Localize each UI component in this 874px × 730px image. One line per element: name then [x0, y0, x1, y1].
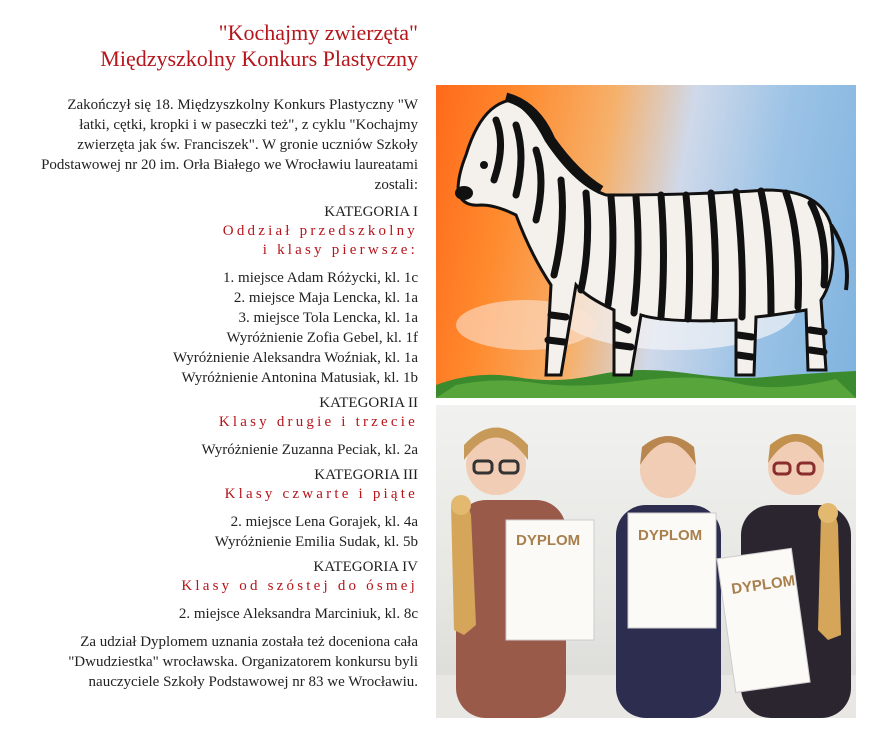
category-subtitle: Klasy od szóstej do ósmej	[181, 578, 418, 594]
title-line-1: "Kochajmy zwierzęta"	[218, 20, 418, 45]
category-heading: KATEGORIA IV	[313, 559, 418, 575]
winner-entry: Wyróżnienie Zofia Gebel, kl. 1f	[226, 330, 418, 346]
outro-paragraph: Za udział Dyplomem uznania została też doceniona cała "Dwudziestka" wrocławska. Organizatorem konkursu byli nauczyciele Szkoły Podstawowej nr 83 we Wrocławiu.	[68, 634, 418, 690]
winner-entry: 3. miejsce Tola Lencka, kl. 1a	[238, 310, 418, 326]
diploma-label: DYPLOM	[638, 527, 703, 544]
winner-entry: Wyróżnienie Emilia Sudak, kl. 5b	[214, 534, 418, 550]
winner-entry: Wyróżnienie Aleksandra Woźniak, kl. 1a	[172, 350, 418, 366]
category-1	[40, 203, 418, 388]
zebra-painting-image	[436, 85, 856, 398]
winner-entry: 2. miejsce Maja Lencka, kl. 1a	[233, 290, 418, 306]
category-4	[40, 558, 418, 624]
winner-entry: Wyróżnienie Zuzanna Peciak, kl. 2a	[201, 442, 418, 458]
intro-paragraph: Zakończył się 18. Międzyszkolny Konkurs Plastyczny "W łatki, cętki, kropki i w paseczki też", z cyklu "Kochajmy zwierzęta jak św. Franciszek". W gronie uczniów Szkoły Podstawowej nr 20 im. Orła Białego we Wrocławiu laureatami zostali:	[41, 97, 418, 193]
winner-entry: 2. miejsce Aleksandra Marciniuk, kl. 8c	[178, 606, 418, 622]
category-heading: KATEGORIA I	[324, 204, 418, 220]
winner-entry: 1. miejsce Adam Różycki, kl. 1c	[223, 270, 418, 286]
category-subtitle: Oddział przedszkolny	[222, 223, 418, 239]
page-title	[100, 20, 418, 72]
zebra-illustration	[436, 85, 856, 398]
article-text	[40, 95, 418, 692]
category-2	[40, 394, 418, 460]
winner-entry: Wyróżnienie Antonina Matusiak, kl. 1b	[181, 370, 418, 386]
category-3	[40, 466, 418, 552]
winner-entry: 2. miejsce Lena Gorajek, kl. 4a	[230, 514, 418, 530]
category-subtitle-2: i klasy pierwsze:	[262, 242, 418, 258]
title-line-2: Międzyszkolny Konkurs Plastyczny	[100, 46, 418, 71]
category-heading: KATEGORIA II	[319, 395, 418, 411]
category-subtitle: Klasy drugie i trzecie	[218, 414, 418, 430]
children-with-diplomas-photo	[436, 405, 856, 718]
diploma-label: DYPLOM	[730, 572, 797, 599]
category-subtitle: Klasy czwarte i piąte	[224, 486, 418, 502]
photo-illustration	[436, 405, 856, 718]
diploma-label: DYPLOM	[516, 532, 581, 549]
category-heading: KATEGORIA III	[314, 467, 418, 483]
